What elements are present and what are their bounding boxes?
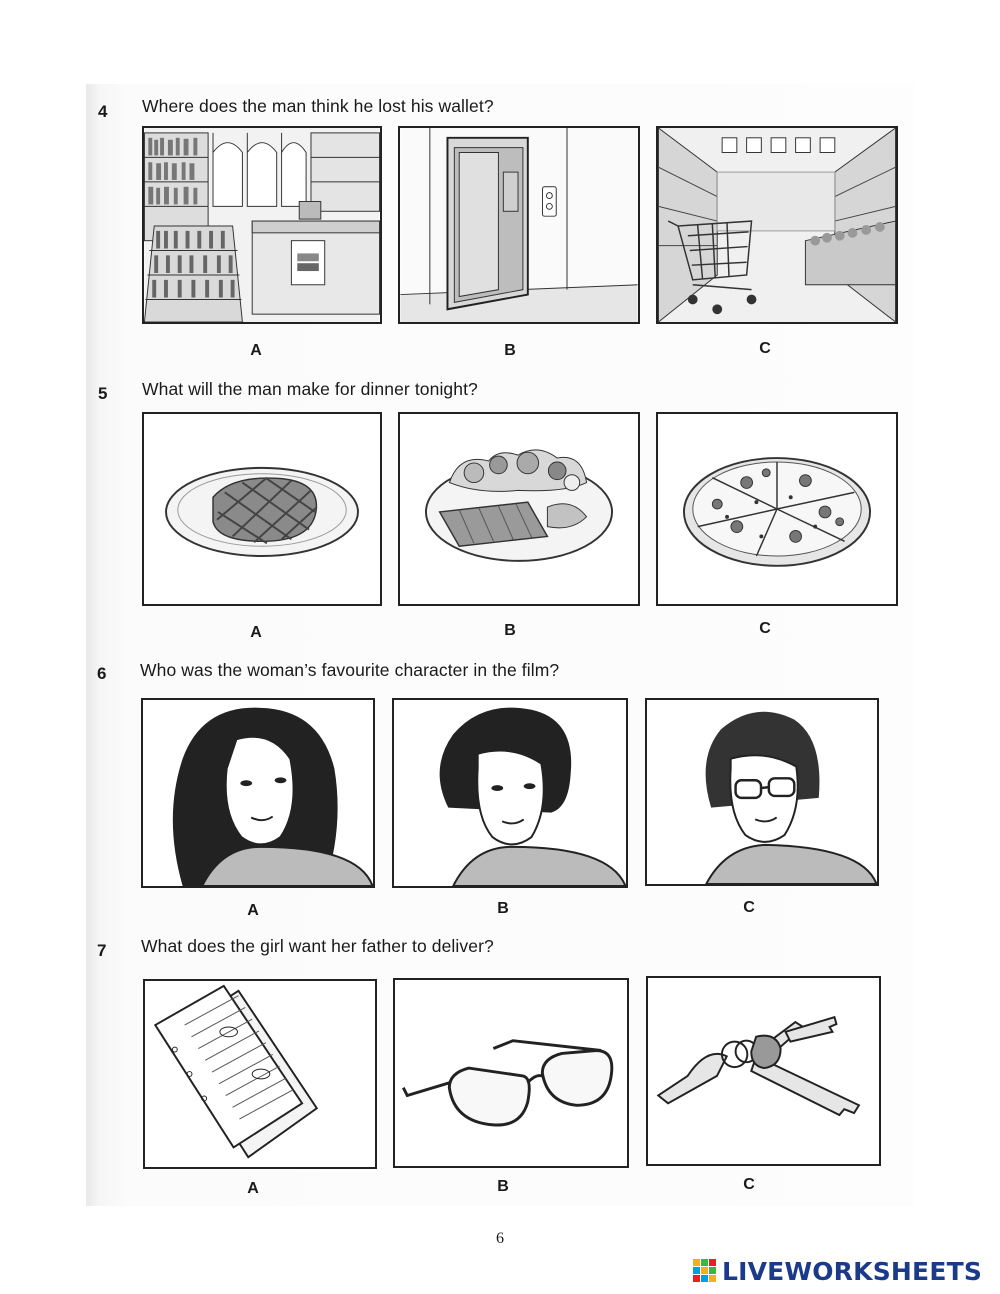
question-text: Where does the man think he lost his wallet? bbox=[142, 96, 494, 116]
option-letter: C bbox=[743, 899, 755, 916]
short-curly-hair-woman-picture[interactable] bbox=[392, 698, 628, 888]
woman-long-curly-hair-icon bbox=[143, 700, 373, 886]
page-number: 6 bbox=[496, 1230, 504, 1247]
library-picture[interactable] bbox=[142, 126, 382, 324]
woman-short-curly-hair-icon bbox=[394, 700, 626, 886]
option-letter: B bbox=[504, 342, 516, 359]
option-letter: A bbox=[250, 342, 262, 359]
liveworksheets-logo-icon bbox=[692, 1258, 718, 1284]
question-text: What will the man make for dinner tonight? bbox=[142, 379, 478, 399]
brand-name: LIVEWORKSHEETS bbox=[722, 1256, 983, 1286]
option-letter: A bbox=[247, 902, 259, 919]
question-number: 7 bbox=[97, 941, 107, 960]
option-letter: C bbox=[743, 1176, 755, 1193]
option-letter: B bbox=[504, 622, 516, 639]
pizza-icon bbox=[658, 414, 896, 604]
supermarket-picture[interactable] bbox=[656, 126, 898, 324]
keys-icon bbox=[648, 978, 879, 1164]
option-letter: C bbox=[759, 340, 771, 357]
steak-icon bbox=[144, 414, 380, 604]
papers-icon bbox=[145, 981, 375, 1167]
keys-picture[interactable] bbox=[646, 976, 881, 1166]
option-letter: B bbox=[497, 900, 509, 917]
question-text: Who was the woman’s favourite character in the film? bbox=[140, 660, 560, 680]
option-letter: C bbox=[759, 620, 771, 637]
papers-picture[interactable] bbox=[143, 979, 377, 1169]
option-letter: B bbox=[497, 1178, 509, 1195]
lift-icon bbox=[400, 128, 638, 322]
glasses-picture[interactable] bbox=[393, 978, 629, 1168]
fish-salad-icon bbox=[400, 414, 638, 604]
question-number: 5 bbox=[98, 384, 108, 403]
option-letter: A bbox=[250, 624, 262, 641]
question-text: What does the girl want her father to deliver? bbox=[141, 936, 494, 956]
library-icon bbox=[144, 128, 380, 322]
steak-picture[interactable] bbox=[142, 412, 382, 606]
question-number: 4 bbox=[98, 102, 108, 121]
glasses-icon bbox=[395, 980, 627, 1166]
long-curly-hair-woman-picture[interactable] bbox=[141, 698, 375, 888]
lift-picture[interactable] bbox=[398, 126, 640, 324]
supermarket-icon bbox=[658, 128, 896, 322]
woman-with-glasses-picture[interactable] bbox=[645, 698, 879, 886]
fish-and-salad-picture[interactable] bbox=[398, 412, 640, 606]
question-number: 6 bbox=[97, 664, 107, 683]
woman-glasses-icon bbox=[647, 700, 877, 884]
pizza-picture[interactable] bbox=[656, 412, 898, 606]
liveworksheets-logo[interactable] bbox=[692, 1254, 982, 1288]
option-letter: A bbox=[247, 1180, 259, 1197]
